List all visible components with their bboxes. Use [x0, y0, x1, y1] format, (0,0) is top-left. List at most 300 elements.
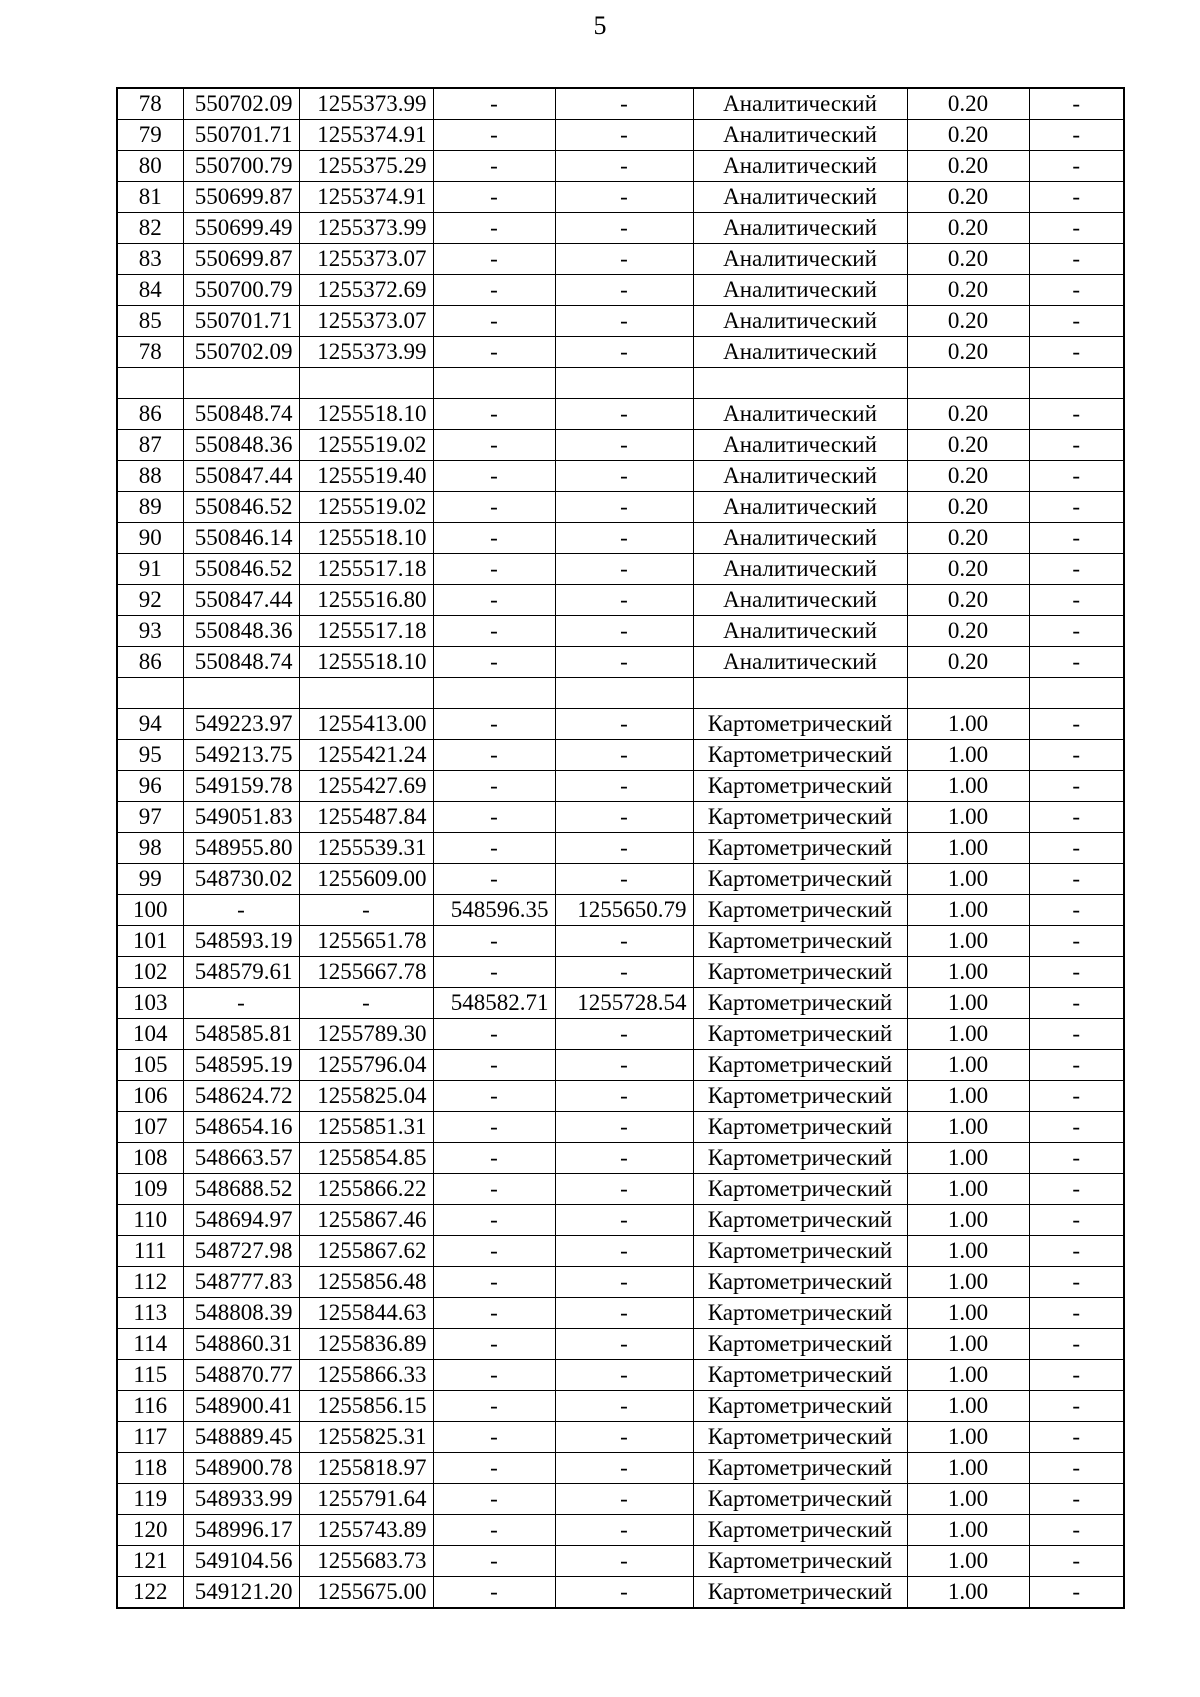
x-existing-cell: 548860.31 [183, 1329, 299, 1360]
method-cell: Картометрический [693, 1205, 907, 1236]
y-new-cell: - [555, 1422, 693, 1453]
y-existing-cell: 1255487.84 [299, 802, 433, 833]
point-number-cell: 87 [117, 430, 183, 461]
description-cell: - [1029, 1515, 1124, 1546]
accuracy-cell: 1.00 [907, 771, 1029, 802]
point-number-cell: 83 [117, 244, 183, 275]
y-existing-cell: 1255519.02 [299, 492, 433, 523]
y-existing-cell: 1255791.64 [299, 1484, 433, 1515]
method-cell: Картометрический [693, 864, 907, 895]
table-row [117, 771, 1124, 802]
x-existing-cell [183, 368, 299, 399]
method-cell: Аналитический [693, 275, 907, 306]
description-cell: - [1029, 182, 1124, 213]
point-number-cell: 85 [117, 306, 183, 337]
method-cell: Аналитический [693, 213, 907, 244]
method-cell: Аналитический [693, 523, 907, 554]
method-cell: Картометрический [693, 1391, 907, 1422]
y-new-cell: - [555, 1453, 693, 1484]
accuracy-cell: 1.00 [907, 1298, 1029, 1329]
y-new-cell: - [555, 523, 693, 554]
x-existing-cell: 550846.14 [183, 523, 299, 554]
point-number-cell: 107 [117, 1112, 183, 1143]
point-number-cell: 106 [117, 1081, 183, 1112]
x-new-cell: - [433, 1298, 555, 1329]
description-cell: - [1029, 1174, 1124, 1205]
point-number-cell: 78 [117, 88, 183, 120]
x-new-cell: - [433, 523, 555, 554]
y-new-cell: - [555, 1267, 693, 1298]
y-existing-cell: 1255789.30 [299, 1019, 433, 1050]
x-existing-cell: 548730.02 [183, 864, 299, 895]
description-cell: - [1029, 1577, 1124, 1609]
x-new-cell: 548582.71 [433, 988, 555, 1019]
method-cell: Картометрический [693, 1112, 907, 1143]
y-new-cell: - [555, 213, 693, 244]
method-cell: Аналитический [693, 430, 907, 461]
x-existing-cell: 548933.99 [183, 1484, 299, 1515]
accuracy-cell: 1.00 [907, 957, 1029, 988]
x-existing-cell: 548900.78 [183, 1453, 299, 1484]
x-new-cell: - [433, 864, 555, 895]
x-new-cell: - [433, 213, 555, 244]
y-existing-cell: 1255866.22 [299, 1174, 433, 1205]
y-new-cell: - [555, 709, 693, 740]
description-cell: - [1029, 1484, 1124, 1515]
description-cell: - [1029, 120, 1124, 151]
accuracy-cell: 1.00 [907, 1019, 1029, 1050]
x-existing-cell: 548694.97 [183, 1205, 299, 1236]
x-existing-cell: 548777.83 [183, 1267, 299, 1298]
y-new-cell: - [555, 461, 693, 492]
x-existing-cell: 550701.71 [183, 306, 299, 337]
description-cell: - [1029, 1360, 1124, 1391]
accuracy-cell [907, 368, 1029, 399]
description-cell: - [1029, 1081, 1124, 1112]
y-new-cell [555, 678, 693, 709]
x-existing-cell: 548585.81 [183, 1019, 299, 1050]
y-existing-cell: 1255374.91 [299, 182, 433, 213]
x-new-cell: - [433, 1267, 555, 1298]
y-existing-cell: 1255867.46 [299, 1205, 433, 1236]
table-row [117, 1391, 1124, 1422]
point-number-cell: 97 [117, 802, 183, 833]
table-row [117, 1298, 1124, 1329]
y-existing-cell: 1255518.10 [299, 523, 433, 554]
y-existing-cell: 1255825.31 [299, 1422, 433, 1453]
point-number-cell: 113 [117, 1298, 183, 1329]
y-new-cell: - [555, 864, 693, 895]
point-number-cell: 80 [117, 151, 183, 182]
description-cell: - [1029, 430, 1124, 461]
method-cell: Картометрический [693, 957, 907, 988]
x-existing-cell: 548808.39 [183, 1298, 299, 1329]
accuracy-cell: 0.20 [907, 88, 1029, 120]
x-existing-cell: 548663.57 [183, 1143, 299, 1174]
description-cell: - [1029, 523, 1124, 554]
x-existing-cell: 548579.61 [183, 957, 299, 988]
accuracy-cell: 1.00 [907, 1112, 1029, 1143]
y-existing-cell: 1255856.15 [299, 1391, 433, 1422]
x-existing-cell: 550846.52 [183, 492, 299, 523]
x-existing-cell: 548688.52 [183, 1174, 299, 1205]
table-row [117, 1205, 1124, 1236]
table-row [117, 306, 1124, 337]
x-new-cell: - [433, 1019, 555, 1050]
accuracy-cell: 1.00 [907, 1267, 1029, 1298]
x-new-cell: - [433, 1546, 555, 1577]
description-cell: - [1029, 771, 1124, 802]
y-existing-cell: 1255844.63 [299, 1298, 433, 1329]
x-existing-cell: - [183, 895, 299, 926]
y-new-cell: - [555, 1143, 693, 1174]
table-row [117, 523, 1124, 554]
x-new-cell: - [433, 1391, 555, 1422]
point-number-cell: 111 [117, 1236, 183, 1267]
x-new-cell: - [433, 1360, 555, 1391]
y-existing-cell: 1255796.04 [299, 1050, 433, 1081]
description-cell: - [1029, 492, 1124, 523]
description-cell: - [1029, 616, 1124, 647]
accuracy-cell: 1.00 [907, 802, 1029, 833]
x-existing-cell: 549213.75 [183, 740, 299, 771]
point-number-cell: 102 [117, 957, 183, 988]
x-existing-cell: 550847.44 [183, 585, 299, 616]
y-new-cell: - [555, 554, 693, 585]
table-row [117, 120, 1124, 151]
method-cell: Картометрический [693, 1546, 907, 1577]
method-cell: Картометрический [693, 1143, 907, 1174]
y-new-cell: - [555, 1081, 693, 1112]
x-new-cell: - [433, 616, 555, 647]
y-new-cell: - [555, 1546, 693, 1577]
point-number-cell: 79 [117, 120, 183, 151]
description-cell: - [1029, 585, 1124, 616]
y-existing-cell: 1255854.85 [299, 1143, 433, 1174]
y-existing-cell [299, 678, 433, 709]
accuracy-cell: 0.20 [907, 585, 1029, 616]
x-new-cell: - [433, 306, 555, 337]
description-cell: - [1029, 1329, 1124, 1360]
point-number-cell: 92 [117, 585, 183, 616]
x-new-cell: - [433, 1515, 555, 1546]
accuracy-cell: 1.00 [907, 1174, 1029, 1205]
x-new-cell: - [433, 337, 555, 368]
accuracy-cell: 0.20 [907, 182, 1029, 213]
x-existing-cell: 550848.36 [183, 616, 299, 647]
x-existing-cell: 550702.09 [183, 337, 299, 368]
y-new-cell: - [555, 1515, 693, 1546]
point-number-cell: 98 [117, 833, 183, 864]
y-existing-cell: 1255516.80 [299, 585, 433, 616]
x-new-cell [433, 678, 555, 709]
point-number-cell [117, 678, 183, 709]
table-row [117, 616, 1124, 647]
table-row [117, 492, 1124, 523]
table-row [117, 1484, 1124, 1515]
table-row [117, 1081, 1124, 1112]
point-number-cell: 82 [117, 213, 183, 244]
method-cell: Картометрический [693, 1422, 907, 1453]
x-new-cell: - [433, 1422, 555, 1453]
point-number-cell: 119 [117, 1484, 183, 1515]
point-number-cell: 89 [117, 492, 183, 523]
y-existing-cell: 1255651.78 [299, 926, 433, 957]
table-row [117, 213, 1124, 244]
y-existing-cell: 1255518.10 [299, 399, 433, 430]
y-existing-cell: 1255667.78 [299, 957, 433, 988]
table-row [117, 926, 1124, 957]
method-cell: Картометрический [693, 1360, 907, 1391]
accuracy-cell: 0.20 [907, 399, 1029, 430]
y-new-cell: - [555, 740, 693, 771]
table-row [117, 1577, 1124, 1609]
point-number-cell: 104 [117, 1019, 183, 1050]
accuracy-cell: 0.20 [907, 461, 1029, 492]
x-new-cell: - [433, 1112, 555, 1143]
y-new-cell: - [555, 616, 693, 647]
y-new-cell: - [555, 1050, 693, 1081]
y-existing-cell: 1255373.07 [299, 306, 433, 337]
description-cell: - [1029, 1422, 1124, 1453]
point-number-cell: 86 [117, 399, 183, 430]
x-existing-cell: 548595.19 [183, 1050, 299, 1081]
accuracy-cell: 0.20 [907, 492, 1029, 523]
y-new-cell: - [555, 833, 693, 864]
accuracy-cell: 1.00 [907, 926, 1029, 957]
x-new-cell: - [433, 461, 555, 492]
accuracy-cell: 1.00 [907, 1484, 1029, 1515]
description-cell: - [1029, 275, 1124, 306]
x-existing-cell: 549223.97 [183, 709, 299, 740]
accuracy-cell [907, 678, 1029, 709]
accuracy-cell: 1.00 [907, 740, 1029, 771]
x-existing-cell: 548889.45 [183, 1422, 299, 1453]
point-number-cell: 118 [117, 1453, 183, 1484]
method-cell: Аналитический [693, 182, 907, 213]
point-number-cell: 121 [117, 1546, 183, 1577]
method-cell: Картометрический [693, 926, 907, 957]
point-number-cell: 90 [117, 523, 183, 554]
y-new-cell: - [555, 926, 693, 957]
y-existing-cell: 1255413.00 [299, 709, 433, 740]
table-row [117, 244, 1124, 275]
description-cell: - [1029, 1143, 1124, 1174]
description-cell: - [1029, 740, 1124, 771]
x-new-cell: - [433, 1174, 555, 1205]
x-new-cell: - [433, 88, 555, 120]
description-cell: - [1029, 1267, 1124, 1298]
accuracy-cell: 1.00 [907, 1422, 1029, 1453]
point-number-cell: 96 [117, 771, 183, 802]
y-existing-cell: 1255743.89 [299, 1515, 433, 1546]
y-new-cell: - [555, 1174, 693, 1205]
description-cell: - [1029, 833, 1124, 864]
y-existing-cell: 1255375.29 [299, 151, 433, 182]
accuracy-cell: 1.00 [907, 1236, 1029, 1267]
method-cell: Аналитический [693, 647, 907, 678]
y-new-cell: - [555, 647, 693, 678]
point-number-cell: 95 [117, 740, 183, 771]
coordinates-table [116, 87, 1125, 1609]
x-existing-cell: 549051.83 [183, 802, 299, 833]
description-cell: - [1029, 895, 1124, 926]
table-row [117, 1422, 1124, 1453]
x-existing-cell: 550702.09 [183, 88, 299, 120]
y-existing-cell: 1255517.18 [299, 616, 433, 647]
x-existing-cell: 550848.74 [183, 647, 299, 678]
y-existing-cell: 1255427.69 [299, 771, 433, 802]
x-existing-cell: - [183, 988, 299, 1019]
method-cell: Картометрический [693, 802, 907, 833]
description-cell: - [1029, 213, 1124, 244]
accuracy-cell: 1.00 [907, 833, 1029, 864]
x-existing-cell: 548593.19 [183, 926, 299, 957]
x-existing-cell: 550701.71 [183, 120, 299, 151]
description-cell: - [1029, 926, 1124, 957]
x-existing-cell: 550700.79 [183, 275, 299, 306]
y-existing-cell: 1255539.31 [299, 833, 433, 864]
table-row [117, 802, 1124, 833]
x-new-cell: - [433, 1236, 555, 1267]
method-cell: Аналитический [693, 585, 907, 616]
y-existing-cell: 1255373.07 [299, 244, 433, 275]
y-new-cell: - [555, 492, 693, 523]
table-row [117, 957, 1124, 988]
x-existing-cell: 548624.72 [183, 1081, 299, 1112]
x-existing-cell: 550846.52 [183, 554, 299, 585]
description-cell: - [1029, 1546, 1124, 1577]
table-row [117, 895, 1124, 926]
y-existing-cell: 1255836.89 [299, 1329, 433, 1360]
point-number-cell: 117 [117, 1422, 183, 1453]
point-number-cell: 116 [117, 1391, 183, 1422]
y-existing-cell: 1255519.40 [299, 461, 433, 492]
y-existing-cell: 1255856.48 [299, 1267, 433, 1298]
y-new-cell: - [555, 957, 693, 988]
x-new-cell: - [433, 275, 555, 306]
method-cell: Картометрический [693, 1484, 907, 1515]
y-new-cell: - [555, 120, 693, 151]
table-row [117, 554, 1124, 585]
method-cell: Картометрический [693, 1236, 907, 1267]
description-cell: - [1029, 864, 1124, 895]
y-existing-cell: 1255373.99 [299, 88, 433, 120]
y-new-cell: - [555, 399, 693, 430]
description-cell: - [1029, 1391, 1124, 1422]
table-row [117, 1236, 1124, 1267]
x-new-cell: - [433, 647, 555, 678]
method-cell: Аналитический [693, 616, 907, 647]
point-number-cell: 110 [117, 1205, 183, 1236]
method-cell: Аналитический [693, 337, 907, 368]
y-new-cell: - [555, 1484, 693, 1515]
x-existing-cell: 550700.79 [183, 151, 299, 182]
y-new-cell: - [555, 1391, 693, 1422]
x-new-cell: - [433, 926, 555, 957]
method-cell: Картометрический [693, 895, 907, 926]
table-row [117, 833, 1124, 864]
description-cell: - [1029, 461, 1124, 492]
accuracy-cell: 1.00 [907, 1391, 1029, 1422]
y-new-cell: - [555, 771, 693, 802]
method-cell: Картометрический [693, 1515, 907, 1546]
accuracy-cell: 1.00 [907, 1143, 1029, 1174]
accuracy-cell: 1.00 [907, 1050, 1029, 1081]
y-existing-cell: 1255421.24 [299, 740, 433, 771]
table-row [117, 1329, 1124, 1360]
y-new-cell: - [555, 88, 693, 120]
table-row [117, 585, 1124, 616]
table-row [117, 864, 1124, 895]
accuracy-cell: 0.20 [907, 337, 1029, 368]
description-cell: - [1029, 306, 1124, 337]
description-cell: - [1029, 151, 1124, 182]
point-number-cell: 100 [117, 895, 183, 926]
y-new-cell: - [555, 1205, 693, 1236]
method-cell [693, 368, 907, 399]
description-cell: - [1029, 647, 1124, 678]
x-new-cell: 548596.35 [433, 895, 555, 926]
table-row [117, 678, 1124, 709]
accuracy-cell: 0.20 [907, 120, 1029, 151]
y-existing-cell: - [299, 895, 433, 926]
x-new-cell: - [433, 833, 555, 864]
accuracy-cell: 1.00 [907, 895, 1029, 926]
x-existing-cell: 548870.77 [183, 1360, 299, 1391]
x-new-cell [433, 368, 555, 399]
accuracy-cell: 1.00 [907, 1205, 1029, 1236]
x-existing-cell: 550848.36 [183, 430, 299, 461]
method-cell: Картометрический [693, 1174, 907, 1205]
page-number: 5 [593, 11, 607, 40]
accuracy-cell: 0.20 [907, 306, 1029, 337]
accuracy-cell: 0.20 [907, 213, 1029, 244]
table-row [117, 647, 1124, 678]
y-new-cell: - [555, 337, 693, 368]
y-existing-cell [299, 368, 433, 399]
point-number-cell: 105 [117, 1050, 183, 1081]
method-cell: Аналитический [693, 151, 907, 182]
point-number-cell: 78 [117, 337, 183, 368]
y-existing-cell: 1255374.91 [299, 120, 433, 151]
accuracy-cell: 0.20 [907, 616, 1029, 647]
x-new-cell: - [433, 1577, 555, 1609]
y-existing-cell: 1255851.31 [299, 1112, 433, 1143]
y-new-cell: - [555, 275, 693, 306]
description-cell: - [1029, 88, 1124, 120]
method-cell: Картометрический [693, 771, 907, 802]
y-new-cell: - [555, 1236, 693, 1267]
accuracy-cell: 1.00 [907, 1329, 1029, 1360]
method-cell: Аналитический [693, 306, 907, 337]
method-cell: Картометрический [693, 1019, 907, 1050]
accuracy-cell: 1.00 [907, 709, 1029, 740]
x-new-cell: - [433, 1453, 555, 1484]
point-number-cell: 120 [117, 1515, 183, 1546]
y-existing-cell: 1255825.04 [299, 1081, 433, 1112]
x-new-cell: - [433, 1329, 555, 1360]
point-number-cell: 81 [117, 182, 183, 213]
x-existing-cell: 550699.87 [183, 244, 299, 275]
y-existing-cell: 1255517.18 [299, 554, 433, 585]
description-cell: - [1029, 1019, 1124, 1050]
x-new-cell: - [433, 182, 555, 213]
point-number-cell: 109 [117, 1174, 183, 1205]
method-cell: Картометрический [693, 833, 907, 864]
point-number-cell: 99 [117, 864, 183, 895]
table-row [117, 740, 1124, 771]
